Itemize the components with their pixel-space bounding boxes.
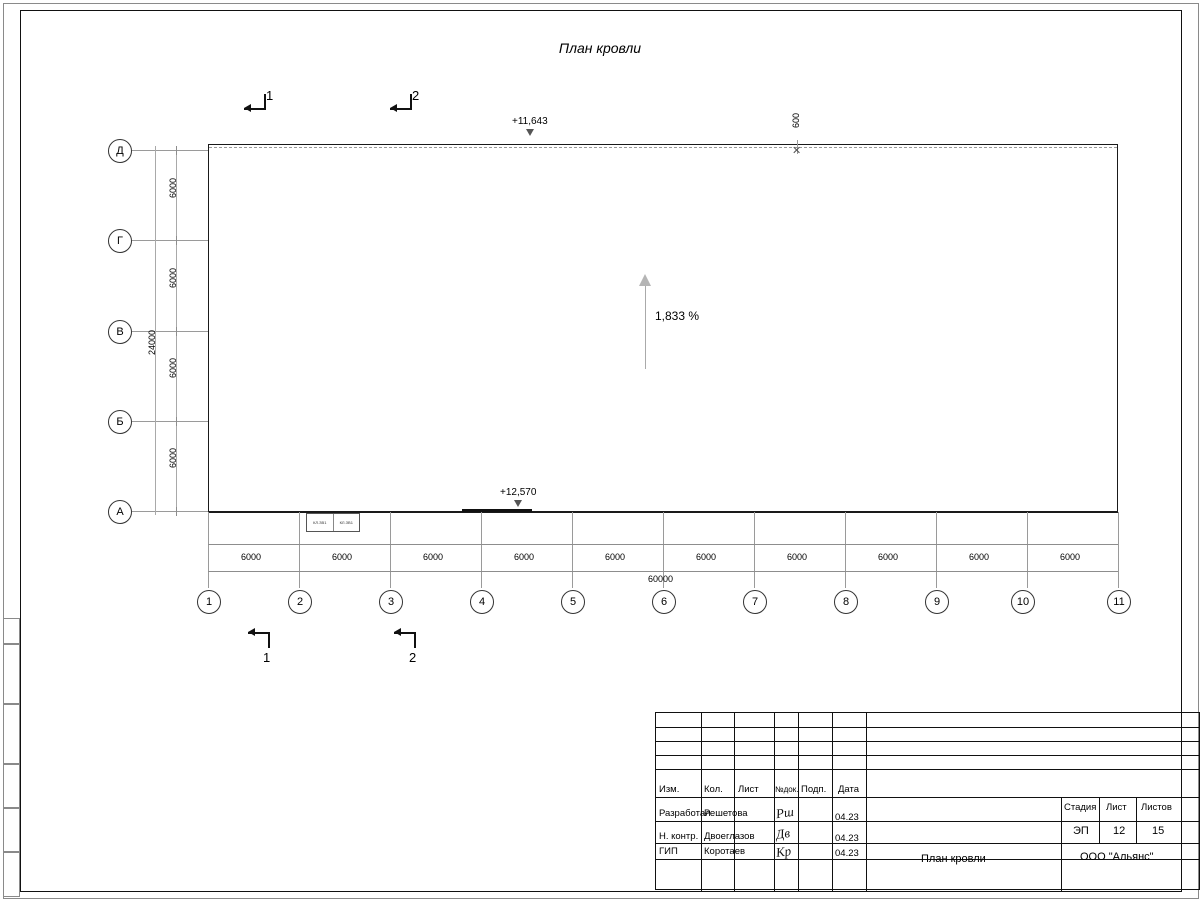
- elevation-mark-bottom: [500, 487, 536, 498]
- roof-outline: [208, 144, 1118, 512]
- title-block: [655, 712, 1200, 890]
- axis-bubble-row-3[interactable]: Б: [108, 410, 132, 434]
- axis-bubble-col-1[interactable]: 2: [288, 590, 312, 614]
- tb-vline-3: [798, 713, 799, 891]
- tb-hline-6: [656, 843, 1200, 844]
- tb-header-0: Изм.: [659, 784, 680, 795]
- tb-name-0: Решетова: [704, 808, 748, 819]
- axis-bubble-row-4[interactable]: А: [108, 500, 132, 524]
- axis-bubble-col-3[interactable]: 4: [470, 590, 494, 614]
- axis-bubble-col-9[interactable]: 10: [1011, 590, 1035, 614]
- axis-bubble-row-1[interactable]: Г: [108, 229, 132, 253]
- left-margin-cell-3: [3, 764, 20, 808]
- tb-header-5: Дата: [838, 784, 860, 795]
- tb-vline-6: [1061, 797, 1062, 891]
- tb-sheet-title: План кровли: [921, 853, 986, 865]
- tb-vline-2: [774, 713, 775, 891]
- tb-hline-0: [656, 727, 1200, 728]
- eave-segment: [462, 509, 532, 512]
- axis-bubble-col-10[interactable]: 11: [1107, 590, 1131, 614]
- tb-hline-stage: [1061, 821, 1200, 822]
- slope-arrow-head: [639, 274, 651, 286]
- axis-bubble-row-2[interactable]: В: [108, 320, 132, 344]
- hdim-bay-7: 6000: [878, 552, 899, 562]
- tb-hline-3: [656, 769, 1200, 770]
- hdim-bay-5: 6000: [696, 552, 717, 562]
- vdim-bay-1: 6000: [168, 268, 178, 289]
- tb-header-3: №док.: [775, 785, 799, 794]
- hdim-bay-2: 6000: [423, 552, 444, 562]
- ridge-line: [209, 147, 1117, 148]
- hdim-bay-9: 6000: [1060, 552, 1081, 562]
- tb-date-2: 04.23: [835, 848, 859, 859]
- tb-stage-value-1: 12: [1113, 825, 1126, 837]
- hdim-bay-1: 6000: [332, 552, 353, 562]
- axis-bubble-col-4[interactable]: 5: [561, 590, 585, 614]
- left-margin-cell-5: [3, 852, 20, 897]
- vdim-tick-0: [176, 146, 177, 155]
- tb-stage-value-0: ЭП: [1073, 825, 1089, 837]
- vdim-tick-3: [176, 417, 177, 426]
- tb-signature-0: Рш: [774, 803, 795, 822]
- grid-row-line-d: [132, 150, 208, 151]
- vdim-bay-0: 6000: [168, 178, 178, 199]
- left-margin-cell-4: [3, 808, 20, 852]
- hdim-total: 60000: [648, 574, 674, 584]
- hdim-chain-line: [208, 544, 1118, 545]
- elevation-mark-top: [512, 116, 548, 127]
- tb-role-2: ГИП: [659, 846, 678, 857]
- tb-company: ООО "Альянс": [1080, 851, 1154, 863]
- grid-col-line-1: [208, 512, 209, 588]
- vdim-total: 24000: [147, 330, 157, 356]
- axis-bubble-row-0[interactable]: Д: [108, 139, 132, 163]
- grid-row-line-b: [132, 421, 208, 422]
- tb-hline-2: [656, 755, 1200, 756]
- vdim-tick-2: [176, 327, 177, 336]
- overhang-dimension: 600: [791, 113, 801, 129]
- tb-vline-7: [1099, 797, 1100, 843]
- tb-signature-1: Дв: [774, 825, 791, 842]
- tb-stage-value-2: 15: [1152, 825, 1165, 837]
- grid-row-line-v: [132, 331, 208, 332]
- grid-col-line-2: [299, 512, 300, 588]
- tb-hline-1: [656, 741, 1200, 742]
- grid-col-line-9: [936, 512, 937, 588]
- hdim-total-line: [208, 571, 1118, 572]
- tb-vline-1: [734, 713, 735, 891]
- tb-header-2: Лист: [738, 784, 759, 795]
- roof-detail-cell-1: КЛ.ЗВ1: [307, 514, 334, 531]
- hdim-bay-6: 6000: [787, 552, 808, 562]
- roof-detail-cell-2: КЛ.ЗВ1: [339, 520, 353, 525]
- section-mark-bottom-1-label: 1: [263, 650, 271, 665]
- elevation-bottom-tick: [514, 500, 522, 507]
- tb-vline-8: [1136, 797, 1137, 843]
- tb-signature-2: Кр: [774, 843, 793, 860]
- grid-row-line-a: [132, 511, 208, 512]
- tb-vline-4: [832, 713, 833, 891]
- tb-date-1: 04.23: [835, 833, 859, 844]
- tb-vline-0: [701, 713, 702, 891]
- overhang-cross-mark: ✕: [792, 145, 802, 157]
- slope-arrow-line: [645, 281, 646, 369]
- hdim-bay-3: 6000: [514, 552, 535, 562]
- elevation-top-text: +11,643: [512, 116, 548, 127]
- slope-label: 1,833 %: [655, 309, 700, 323]
- tb-header-4: Подп.: [801, 784, 827, 795]
- grid-col-line-11: [1118, 512, 1119, 588]
- section-mark-top-2-label: 2: [412, 88, 420, 103]
- hdim-bay-8: 6000: [969, 552, 990, 562]
- tb-stage-header-0: Стадия: [1064, 802, 1097, 813]
- left-margin-stamp: [3, 618, 20, 897]
- axis-bubble-col-0[interactable]: 1: [197, 590, 221, 614]
- grid-col-line-7: [754, 512, 755, 588]
- axis-bubble-col-8[interactable]: 9: [925, 590, 949, 614]
- left-margin-cell-0: [3, 618, 20, 644]
- tb-stage-header-2: Листов: [1141, 802, 1172, 813]
- tb-vline-5: [866, 713, 867, 891]
- hdim-bay-4: 6000: [605, 552, 626, 562]
- grid-col-line-5: [572, 512, 573, 588]
- left-margin-cell-1: [3, 644, 20, 704]
- vdim-tick-1: [176, 236, 177, 245]
- tb-name-1: Двоеглазов: [704, 831, 755, 842]
- grid-col-line-3: [390, 512, 391, 588]
- tb-role-0: Разработал: [659, 808, 711, 819]
- tb-role-1: Н. контр.: [659, 831, 699, 842]
- grid-col-line-4: [481, 512, 482, 588]
- grid-row-line-g: [132, 240, 208, 241]
- roof-detail-box: [306, 513, 360, 532]
- grid-col-line-8: [845, 512, 846, 588]
- tb-header-1: Кол.: [704, 784, 723, 795]
- tb-date-0: 04.23: [835, 812, 859, 823]
- tb-stage-header-1: Лист: [1106, 802, 1127, 813]
- axis-bubble-col-6[interactable]: 7: [743, 590, 767, 614]
- axis-bubble-col-7[interactable]: 8: [834, 590, 858, 614]
- section-mark-bottom-2-label: 2: [409, 650, 417, 665]
- vdim-bay-3: 6000: [168, 448, 178, 469]
- left-margin-cell-2: [3, 704, 20, 764]
- grid-col-line-10: [1027, 512, 1028, 588]
- hdim-bay-0: 6000: [241, 552, 262, 562]
- tb-hline-4: [656, 797, 1200, 798]
- vdim-tick-4: [176, 507, 177, 516]
- elevation-top-tick: [526, 129, 534, 136]
- page-title: План кровли: [558, 40, 642, 56]
- axis-bubble-col-2[interactable]: 3: [379, 590, 403, 614]
- section-mark-top-1-label: 1: [266, 88, 274, 103]
- tb-name-2: Коротаев: [704, 846, 746, 857]
- axis-bubble-col-5[interactable]: 6: [652, 590, 676, 614]
- vdim-bay-2: 6000: [168, 358, 178, 379]
- elevation-bottom-text: +12,570: [500, 487, 537, 498]
